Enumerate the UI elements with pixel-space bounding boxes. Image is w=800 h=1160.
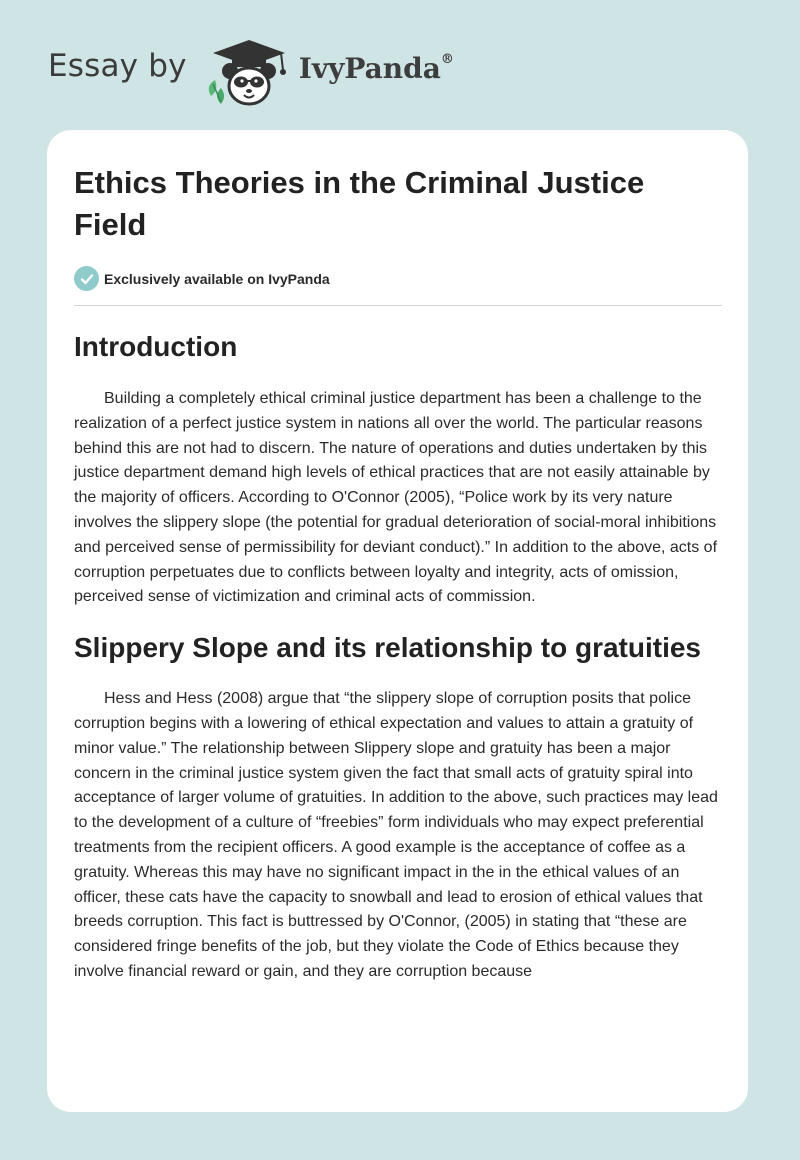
essay-by-label: Essay by [48,48,187,84]
exclusive-badge [74,266,722,291]
checkmark-icon [74,266,99,291]
title-divider [74,305,722,306]
registered-mark: ® [440,52,454,68]
essay-content [47,130,748,985]
page-title: Ethics Theories in the Criminal Justice Field [74,165,645,242]
section-body-introduction: Building a completely ethical criminal justice department has been a challenge to the realization of a perfect justice system in nations all over the world. The particular reasons behind this are not had to discern. The nature of operations and duties undertaken by this justice department demand high levels of ethical practices that are not easily attainable by the majority of officers. According to O'Connor (2005), “Police work by its very nature involves the slippery slope (the potential for gradual deterioration of social-moral inhibitions and perceived sense of permissibility for deviant conduct).” In addition to the above, acts of corruption perpetuates due to conflicts between loyalty and integrity, acts of omission, perceived sense of victimization and criminal acts of commission. [74,390,718,606]
section-heading-introduction: Introduction [74,331,238,362]
ivypanda-wordmark[interactable] [299,52,454,85]
section-body-slippery-slope: Hess and Hess (2008) argue that “the slippery slope of corruption posits that police corruption begins with a lowering of ethical expectation and values to attain a gratuity of minor value.” The relationship between Slippery slope and gratuity has been a major concern in the criminal justice system given the fact that small acts of gratuity spiral into acceptance of larger volume of gratuities. In addition to the above, such practices may lead to the development of a culture of “freebies” form individuals who may expect preferential treatments from the recipient officers. A good example is the acceptance of coffee as a gratuity. Whereas this may have no significant impact in the in the ethical values of an officer, these cats have the capacity to snowball and lead to erosion of ethical values that breeds corruption. This fact is buttressed by O'Connor, (2005) in stating that “these are considered fringe benefits of the job, but they violate the Code of Ethics because they involve financial reward or gain, and they are corruption because [74,690,718,980]
brand-name-text: IvyPanda [298,51,441,85]
section-heading-slippery-slope: Slippery Slope and its relationship to gratuities [74,632,701,664]
essay-card [47,130,748,1112]
exclusive-badge-label: Exclusively available on IvyPanda [104,270,330,287]
site-header [48,36,454,108]
panda-logo-icon[interactable] [201,36,297,108]
